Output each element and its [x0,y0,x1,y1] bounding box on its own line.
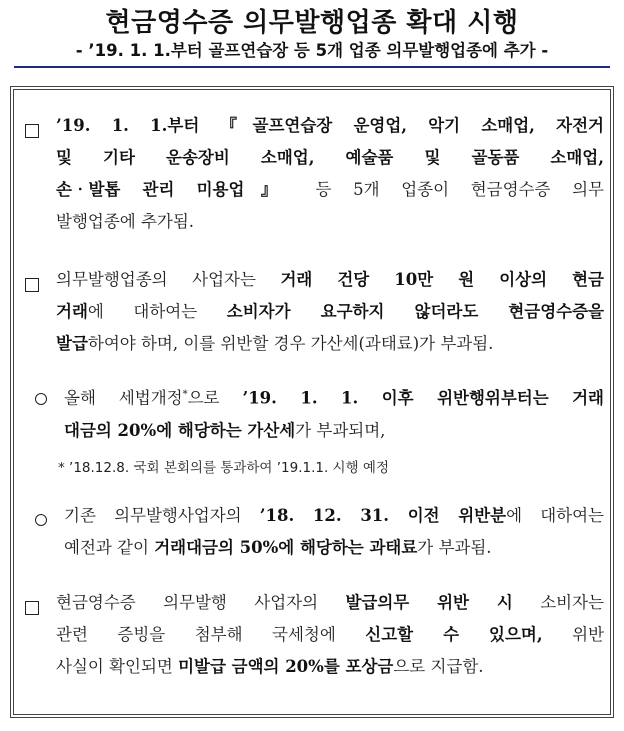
p2-line-3: 발급하여야 하며, 이를 위반할 경우 가산세(과태료)가 부과됨. [56,334,494,353]
p3-line-1: 현금영수증 의무발행 사업자의 발급의무 위반 시 소비자는 [56,593,604,612]
paragraph-3 [56,587,604,683]
sub-item-2 [64,500,604,564]
p3-line-2: 관련 증빙을 첨부해 국세청에 신고할 수 있으며, 위반 [56,625,605,644]
page-title: 현금영수증 의무발행업종 확대 시행 [105,8,519,38]
circle-bullet-icon [35,514,47,526]
square-bullet-icon [25,601,39,615]
page-subtitle: - ’19. 1. 1.부터 골프연습장 등 5개 업종 의무발행업종에 추가 - [14,38,610,68]
square-bullet-icon [25,124,39,138]
c2-line-1: 기존 의무발행사업자의 ’18. 12. 31. 이전 위반분에 대하여는 [64,506,604,525]
paragraph-1 [56,110,604,238]
p1-line-2: 및 기타 운송장비 소매업, 예술품 및 골동품 소매업, [56,148,604,167]
p2-line-1: 의무발행업종의 사업자는 거래 건당 10만 원 이상의 현금 [56,270,604,289]
c1-line-2: 대금의 20%에 해당하는 가산세가 부과되며, [64,420,386,440]
p3-line-3: 사실이 확인되면 미발급 금액의 20%를 포상금으로 지급함. [56,657,484,676]
footnote: * ’18.12.8. 국회 본회의를 통과하여 ’19.1.1. 시행 예정 [58,460,389,476]
square-bullet-icon [25,278,39,292]
circle-bullet-icon [35,393,47,405]
sub-item-1 [64,379,604,447]
p1-line-4: 발행업종에 추가됨. [56,212,195,231]
paragraph-2 [56,264,604,360]
c1-line-1: 올해 세법개정*으로 ’19. 1. 1. 이후 위반행위부터는 거래 [64,388,604,408]
p1-line-3: 손‧발톱 관리 미용업』 등 5개 업종이 현금영수증 의무 [56,180,604,199]
p2-line-2: 거래에 대하여는 소비자가 요구하지 않더라도 현금영수증을 [56,302,605,321]
p1-line-1: ’19. 1. 1.부터 『골프연습장 운영업, 악기 소매업, 자전거 [56,116,604,135]
c2-line-2: 예전과 같이 거래대금의 50%에 해당하는 과태료가 부과됨. [64,538,492,557]
